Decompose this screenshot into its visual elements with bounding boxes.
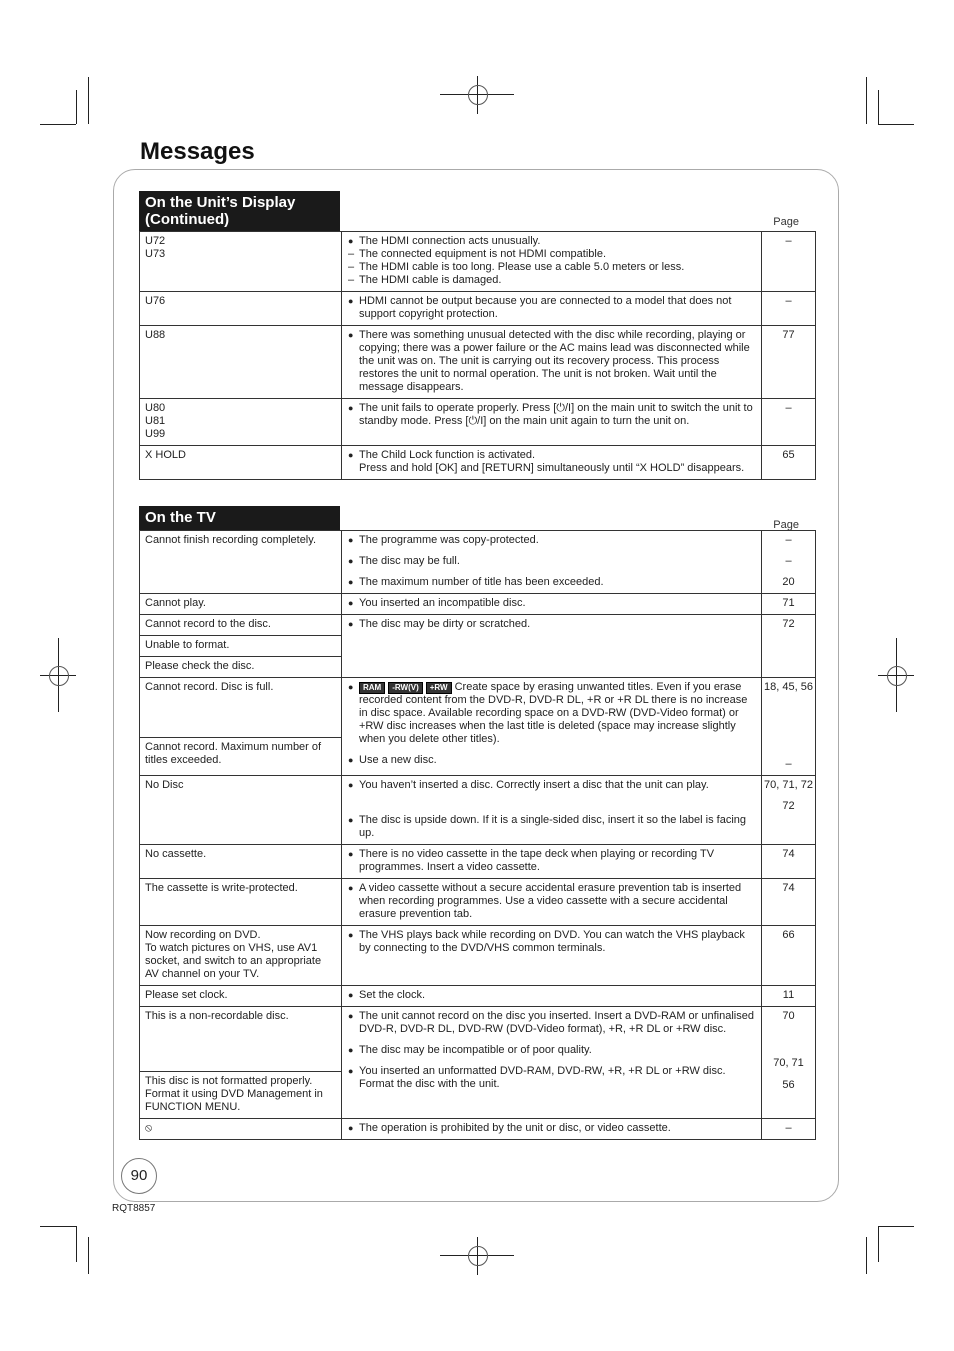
page-ref: – — [762, 232, 816, 292]
message-text: Cannot record to the disc. — [140, 615, 342, 636]
bullet-icon: ● — [348, 682, 354, 692]
cause-text: There was something unusual detected with the disc while recording, playing or copying; there was a power failure or the AC mains lead was disconnected while the unit was on. The unit is carrying out its recovery process. This process restores the unit to normal operation. The unit is not broken. Wait until the message disappears. — [359, 329, 750, 393]
cause-text: Create space by erasing unwanted titles. Even if you erase recorded content from the DVD-R, DVD-R DL, +R or +R DL there is no increase in disc space. Available recording space on a DVD-RW (DVD-Video format) or +RW disc increases when the last title is deleted (space may increase slightly when you delete other titles). — [359, 681, 748, 745]
cause-text: A video cassette without a secure accidental erasure prevention tab is inserted when recording programmes. Use a video cassette with a secure accidental erasure prevention tab. — [359, 882, 742, 920]
message-text: No Disc — [140, 776, 342, 845]
page-ref: 66 — [762, 926, 816, 986]
cause-text: The operation is prohibited by the unit or disc, or video cassette. — [359, 1122, 671, 1134]
disc-tag-plus-rw: +RW — [426, 682, 452, 694]
table-row — [140, 776, 816, 845]
table-row — [140, 678, 816, 738]
table-row — [140, 845, 816, 879]
page-ref: 74 — [762, 879, 816, 926]
message-text: Unable to format. — [140, 636, 342, 657]
cause-text: There is no video cassette in the tape deck when playing or recording TV programmes. Insert a video cassette. — [359, 848, 715, 873]
page-ref: 72 — [782, 800, 795, 812]
cause-text: The disc is upside down. If it is a single-sided disc, insert it so the label is facing up. — [359, 814, 747, 839]
bullet-icon: ● — [348, 450, 354, 460]
cause-text: Set the clock. — [359, 989, 426, 1001]
message-code: U80 — [145, 402, 166, 414]
page-ref: 70, 71 — [773, 1057, 804, 1069]
cause-text: The disc may be full. — [359, 555, 460, 567]
section-heading: On the Unit’s Display (Continued) — [139, 191, 340, 231]
table-row — [140, 879, 816, 926]
page-ref: – — [762, 292, 816, 326]
unit-display-section — [139, 191, 816, 480]
bullet-icon: ● — [348, 780, 354, 790]
sub-cause: The HDMI cable is damaged. — [359, 274, 502, 286]
page-ref: – — [762, 1119, 816, 1140]
page-ref: 70, 71, 72 — [764, 779, 813, 791]
table-row — [140, 594, 816, 615]
bullet-icon: ● — [348, 236, 354, 246]
message-text: Now recording on DVD. To watch pictures on VHS, use AV1 socket, and switch to an appropriate AV channel on your TV. — [140, 926, 342, 986]
message-text: Please check the disc. — [140, 657, 342, 678]
message-text: Cannot play. — [140, 594, 342, 615]
page-ref: 72 — [762, 615, 816, 678]
bullet-icon: ● — [348, 1045, 354, 1055]
page-ref: 56 — [782, 1079, 795, 1091]
document-code: RQT8857 — [112, 1203, 156, 1214]
page-ref: – — [785, 534, 792, 546]
sub-cause: The HDMI cable is too long. Please use a cable 5.0 meters or less. — [359, 261, 685, 273]
message-text: Please set clock. — [140, 986, 342, 1007]
table-row — [140, 986, 816, 1007]
bullet-icon: ● — [348, 1066, 354, 1076]
message-text: This disc is not formatted properly. Format it using DVD Management in FUNCTION MENU. — [140, 1072, 342, 1119]
disc-tag-rw-v: -RW(V) — [388, 682, 423, 694]
cause-text: The disc may be dirty or scratched. — [359, 618, 531, 630]
page-column-label: Page — [773, 519, 799, 531]
cause-text: The unit fails to operate properly. Press [⏻/I] on the main unit to switch the unit to standby mode. Press [⏻/I] on the main unit again to turn the unit on. — [359, 402, 753, 427]
page-ref: 11 — [762, 986, 816, 1007]
message-text: No cassette. — [140, 845, 342, 879]
message-code: U99 — [145, 428, 166, 440]
table-row — [140, 446, 816, 480]
message-text: Cannot record. Disc is full. — [140, 678, 342, 738]
message-code: U81 — [145, 415, 166, 427]
cause-text: The maximum number of title has been exceeded. — [359, 576, 604, 588]
message-code: U73 — [145, 248, 166, 260]
page-ref: 74 — [762, 845, 816, 879]
bullet-icon: ● — [348, 1123, 354, 1133]
table-row: U72 U73 ● The HDMI connection acts unusually. – The connected equipment is not HDMI compatible. – The HDMI cable is too long. Please use a cable 5.0 meters or less. – The HDMI cable is damaged. – — [140, 232, 816, 292]
cause-text: You inserted an incompatible disc. — [359, 597, 526, 609]
bullet-icon: ● — [348, 577, 354, 587]
bullet-icon: ● — [348, 755, 354, 765]
table-row — [140, 615, 816, 636]
cause-text: The disc may be incompatible or of poor quality. — [359, 1044, 592, 1056]
page-column-label: Page — [773, 216, 799, 228]
bullet-icon: ● — [348, 883, 354, 893]
page-ref: 70 — [782, 1010, 795, 1022]
message-text: Cannot finish recording completely. — [140, 531, 342, 594]
page-ref: – — [785, 758, 792, 770]
table-row — [140, 1007, 816, 1072]
message-code: U88 — [140, 326, 342, 399]
bullet-icon: ● — [348, 815, 354, 825]
bullet-icon: ● — [348, 849, 354, 859]
bullet-icon: ● — [348, 556, 354, 566]
tv-section — [139, 506, 816, 1140]
page-number: 90 — [121, 1158, 157, 1194]
page-ref: 77 — [762, 326, 816, 399]
cause-text: Use a new disc. — [359, 754, 437, 766]
table-row — [140, 292, 816, 326]
bullet-icon: ● — [348, 619, 354, 629]
section-heading: On the TV — [139, 506, 340, 530]
cause-text: The HDMI connection acts unusually. — [359, 235, 541, 247]
disc-tag-ram: RAM — [359, 682, 385, 694]
cause-text: The Child Lock function is activated. Press and hold [OK] and [RETURN] simultaneously until “X HOLD” disappears. — [359, 449, 745, 474]
bullet-icon: ● — [348, 330, 354, 340]
message-text: This is a non-recordable disc. — [140, 1007, 342, 1072]
table-row — [140, 326, 816, 399]
page-ref: 65 — [762, 446, 816, 480]
page-ref: 20 — [782, 576, 795, 588]
page-title: Messages — [140, 138, 255, 165]
bullet-icon: ● — [348, 1011, 354, 1021]
tv-messages-table — [139, 530, 816, 1140]
bullet-icon: ● — [348, 535, 354, 545]
message-text: The cassette is write-protected. — [140, 879, 342, 926]
message-code: U76 — [140, 292, 342, 326]
bullet-icon: ● — [348, 930, 354, 940]
page-ref: 18, 45, 56 — [764, 681, 813, 693]
cause-text: You haven’t inserted a disc. Correctly insert a disc that the unit can play. — [359, 779, 709, 791]
message-code: X HOLD — [140, 446, 342, 480]
bullet-icon: ● — [348, 990, 354, 1000]
cause-text: The VHS plays back while recording on DVD. You can watch the VHS playback by connecting to the DVD/VHS common terminals. — [359, 929, 745, 954]
cause-text: HDMI cannot be output because you are connected to a model that does not support copyright protection. — [359, 295, 732, 320]
cause-text: The unit cannot record on the disc you inserted. Insert a DVD-RAM or unfinalised DVD-R, DVD-R DL, DVD-RW (DVD-Video format), +R, +R DL or +RW disc. — [359, 1010, 754, 1035]
page-ref: – — [762, 399, 816, 446]
prohibited-icon: ⦸ — [140, 1119, 342, 1140]
cause-text: You inserted an unformatted DVD-RAM, DVD-RW, +R, +R DL or +RW disc. Format the disc with the unit. — [359, 1065, 726, 1090]
bullet-icon: ● — [348, 403, 354, 413]
table-row — [140, 531, 816, 594]
page-ref: 71 — [762, 594, 816, 615]
message-text: Cannot record. Maximum number of titles exceeded. — [140, 738, 342, 776]
bullet-icon: ● — [348, 598, 354, 608]
table-row — [140, 926, 816, 986]
sub-cause: The connected equipment is not HDMI compatible. — [359, 248, 607, 260]
bullet-icon: ● — [348, 296, 354, 306]
table-row — [140, 399, 816, 446]
unit-messages-table — [139, 231, 816, 480]
cause-text: The programme was copy-protected. — [359, 534, 539, 546]
table-row — [140, 1119, 816, 1140]
page-ref: – — [785, 555, 792, 567]
message-code: U72 — [145, 235, 166, 247]
